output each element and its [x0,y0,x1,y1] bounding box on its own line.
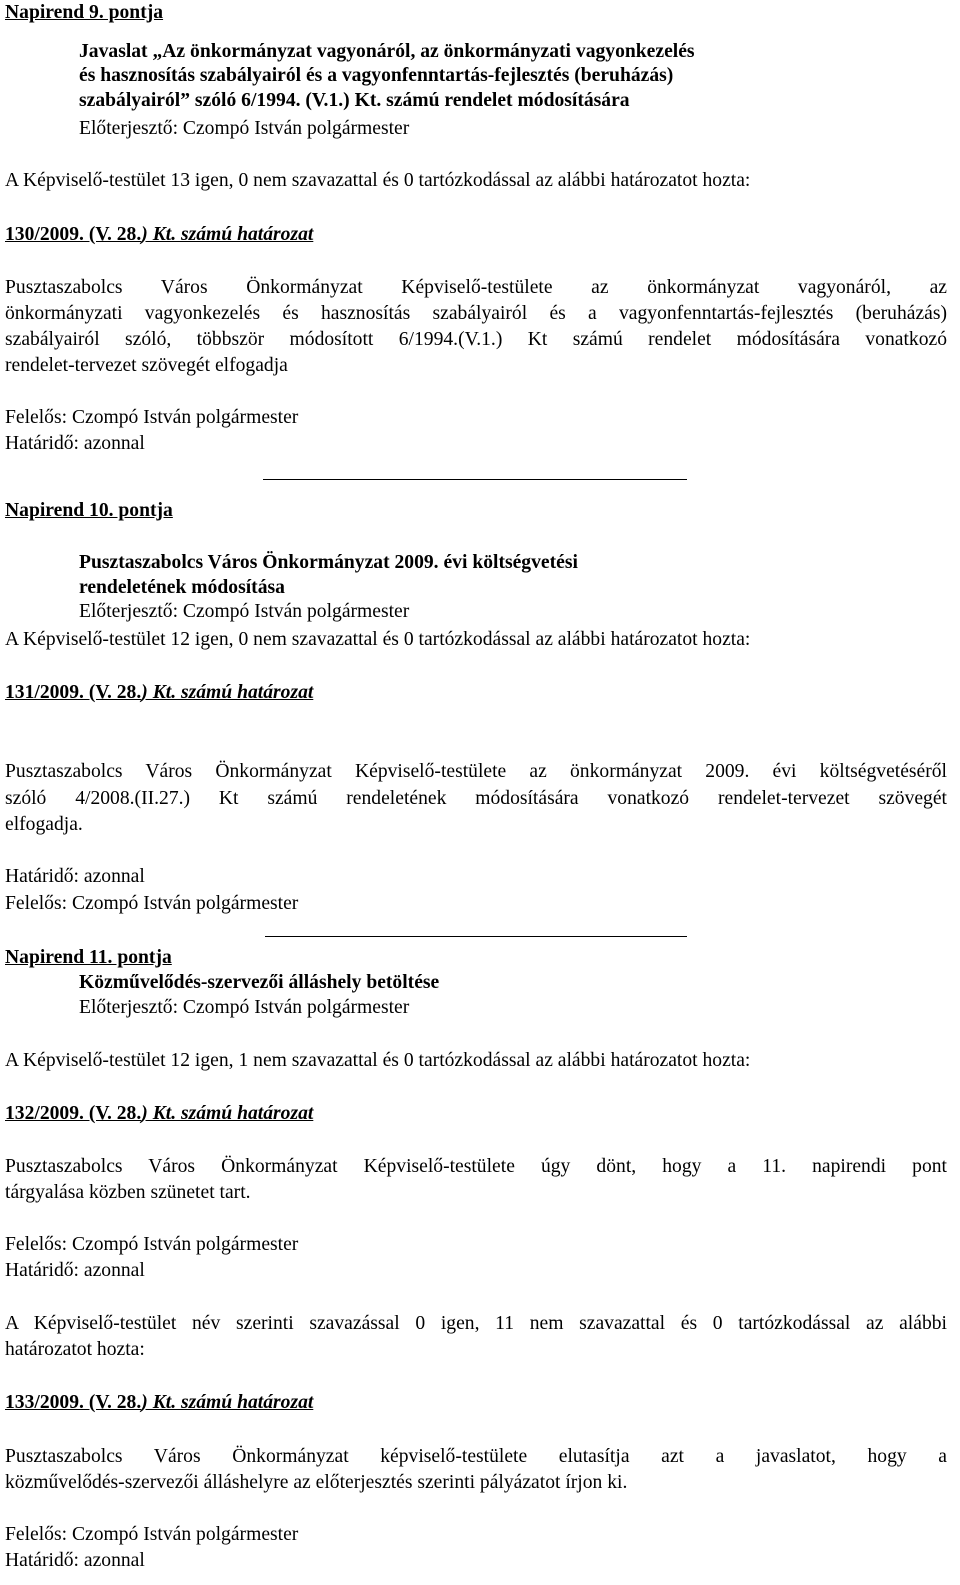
presenter-11: Előterjesztő: Czompó István polgármester [79,997,410,1018]
resolution-body-131-line-3: elfogadja. [5,814,83,835]
vote-statement-10: A Képviselő-testület 12 igen, 0 nem szavazattal és 0 tartózkodással az alábbi határozatot hozta: [5,629,751,650]
resolution-label: ) Kt. számú határozat [141,1103,314,1124]
agenda-title-10-line-1: Pusztaszabolcs Város Önkormányzat 2009. évi költségvetési [79,552,578,573]
resolution-title-130 [5,222,313,248]
resolution-title-132 [5,1101,313,1127]
section-divider [263,479,687,480]
resolution-number: 133/2009. (V. 28. [5,1392,142,1413]
agenda-title-9-line-3: szabályairól” szóló 6/1994. (V.1.) Kt. számú rendelet módosítására [79,90,630,111]
responsible-11: Felelős: Czompó István polgármester [5,1234,299,1255]
vote-statement-11b-line-1: A Képviselő-testület név szerinti szavazással 0 igen, 11 nem szavazattal és 0 tartózkodással az alábbi [5,1313,947,1334]
presenter-10: Előterjesztő: Czompó István polgármester [79,601,410,622]
section-divider [265,936,687,937]
resolution-body-130-line-1: Pusztaszabolcs Város Önkormányzat Képviselő-testülete az önkormányzat vagyonáról, az [5,277,947,298]
vote-statement-11: A Képviselő-testület 12 igen, 1 nem szavazattal és 0 tartózkodással az alábbi határozatot hozta: [5,1050,751,1071]
resolution-label: ) Kt. számú határozat [141,1392,314,1413]
resolution-label: ) Kt. számú határozat [141,224,314,245]
deadline-11b: Határidő: azonnal [5,1550,145,1571]
agenda-title-11: Közművelődés-szervezői álláshely betöltése [79,972,440,993]
resolution-number: 131/2009. (V. 28. [5,682,142,703]
presenter-9: Előterjesztő: Czompó István polgármester [79,118,410,139]
agenda-title-9-line-1: Javaslat „Az önkormányzat vagyonáról, az önkormányzati vagyonkezelés [79,41,695,62]
resolution-body-131-line-2: szóló 4/2008.(II.27.) Kt számú rendeletének módosítására vonatkozó rendelet-tervezet szövegét [5,788,947,809]
responsible-11b: Felelős: Czompó István polgármester [5,1524,299,1545]
deadline-11: Határidő: azonnal [5,1260,145,1281]
responsible-9: Felelős: Czompó István polgármester [5,407,299,428]
resolution-body-131-line-1: Pusztaszabolcs Város Önkormányzat Képviselő-testülete az önkormányzat 2009. évi költségvetéséről [5,761,947,782]
resolution-body-133-line-1: Pusztaszabolcs Város Önkormányzat képviselő-testülete elutasítja azt a javaslatot, hogy a [5,1446,947,1467]
resolution-number: 132/2009. (V. 28. [5,1103,142,1124]
agenda-heading-10: Napirend 10. pontja [5,500,173,521]
resolution-body-130-line-2: önkormányzati vagyonkezelés és hasznosítás szabályairól és a vagyonfenntartás-fejlesztés (beruházás) [5,303,947,324]
resolution-number: 130/2009. (V. 28. [5,224,142,245]
responsible-10: Felelős: Czompó István polgármester [5,893,299,914]
resolution-title-131 [5,680,313,706]
resolution-body-132-line-2: tárgyalása közben szünetet tart. [5,1182,251,1203]
vote-statement-11b-line-2: határozatot hozta: [5,1339,145,1360]
resolution-title-133 [5,1390,313,1416]
deadline-10: Határidő: azonnal [5,866,145,887]
resolution-body-133-line-2: közművelődés-szervezői álláshelyre az előterjesztés szerinti pályázatot írjon ki. [5,1472,628,1493]
agenda-title-10-line-2: rendeletének módosítása [79,577,285,598]
resolution-body-130-line-4: rendelet-tervezet szövegét elfogadja [5,355,288,376]
resolution-label: ) Kt. számú határozat [141,682,314,703]
resolution-body-132-line-1: Pusztaszabolcs Város Önkormányzat Képviselő-testülete úgy dönt, hogy a 11. napirendi pont [5,1156,947,1177]
agenda-title-9-line-2: és hasznosítás szabályairól és a vagyonfenntartás-fejlesztés (beruházás) [79,65,674,86]
deadline-9: Határidő: azonnal [5,433,145,454]
agenda-heading-11: Napirend 11. pontja [5,947,172,968]
agenda-heading-9: Napirend 9. pontja [5,2,164,23]
resolution-body-130-line-3: szabályairól szóló, többször módosított 6/1994.(V.1.) Kt számú rendelet módosítására vonatkozó [5,329,947,350]
vote-statement-9: A Képviselő-testület 13 igen, 0 nem szavazattal és 0 tartózkodással az alábbi határozatot hozta: [5,170,751,191]
